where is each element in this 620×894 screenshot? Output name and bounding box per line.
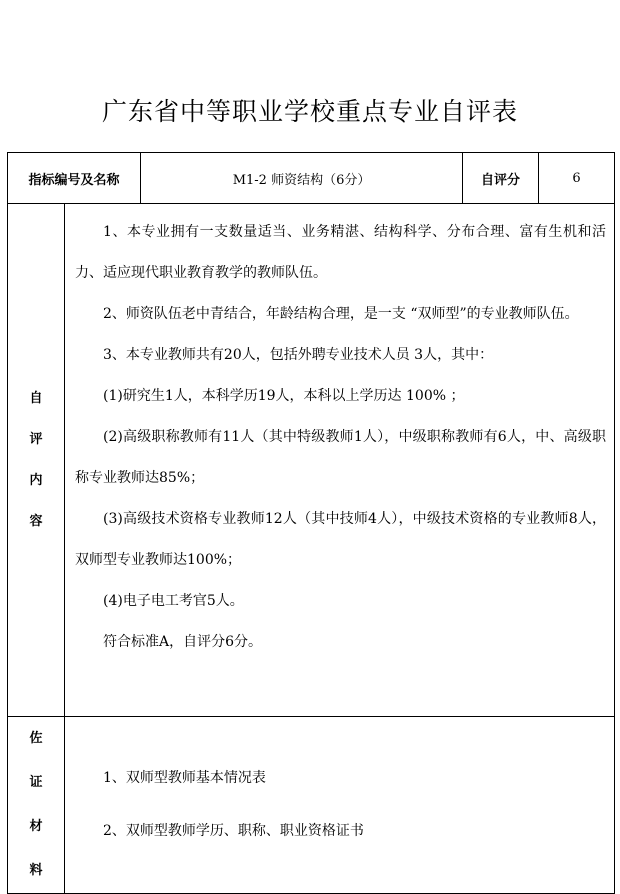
content-label-char: 自	[29, 391, 43, 406]
content-paragraph: 1、本专业拥有一支数量适当、业务精湛、结构科学、分布合理、富有生机和活力、适应现代职业教育教学的教师队伍。	[75, 224, 607, 281]
self-evaluation-table	[7, 152, 615, 894]
evidence-label-char: 料	[29, 863, 43, 878]
evidence-label-char: 证	[29, 775, 43, 790]
content-paragraph: (3)高级技术资格专业教师12人（其中技师4人），中级技术资格的专业教师8人，双师型专业教师达100%；	[75, 511, 607, 568]
content-paragraph: 符合标准A，自评分6分。	[103, 634, 263, 650]
content-section-label	[8, 204, 65, 717]
content-paragraph: (4)电子电工考官5人。	[103, 593, 244, 609]
evidence-body	[65, 717, 615, 894]
score-value: 6	[539, 153, 615, 204]
evidence-row	[8, 717, 615, 894]
content-label-char: 容	[29, 514, 43, 529]
evidence-item: 1、双师型教师基本情况表	[103, 770, 266, 786]
content-body	[65, 204, 615, 717]
evidence-section-label	[8, 717, 65, 894]
content-paragraph: (1)研究生1人，本科学历19人，本科以上学历达 100% ；	[103, 388, 465, 404]
indicator-value: M1-2 师资结构（6分）	[141, 153, 463, 204]
page-title: 广东省中等职业学校重点专业自评表	[101, 97, 518, 126]
evidence-item: 2、双师型教师学历、职称、职业资格证书	[103, 823, 364, 839]
evidence-label-char: 材	[29, 819, 43, 834]
content-paragraph: 3、本专业教师共有20人，包括外聘专业技术人员 3人，其中：	[103, 347, 494, 363]
content-label-char: 内	[29, 473, 43, 488]
content-row	[8, 204, 615, 717]
content-label-char: 评	[29, 432, 43, 447]
header-row	[8, 153, 615, 204]
content-paragraph: (2)高级职称教师有11人（其中特级教师1人），中级职称教师有6人，中、高级职称专业教师达85%；	[75, 429, 607, 486]
score-label: 自评分	[463, 153, 539, 204]
content-paragraph: 2、师资队伍老中青结合，年龄结构合理，是一支 “双师型”的专业教师队伍。	[103, 306, 579, 322]
evidence-label-char: 佐	[29, 731, 43, 746]
indicator-label: 指标编号及名称	[8, 153, 141, 204]
